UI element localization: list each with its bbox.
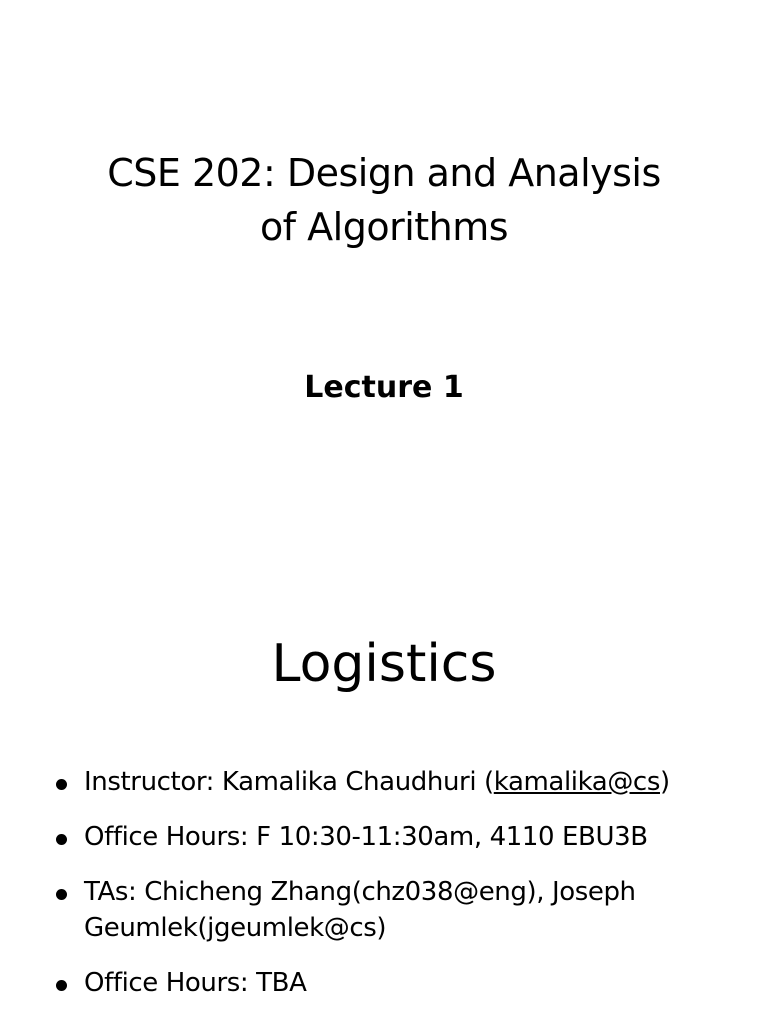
ta-office-hours-text: Office Hours: TBA bbox=[84, 968, 307, 998]
lecture-label: Lecture 1 bbox=[304, 370, 464, 405]
logistics-bullet-list bbox=[0, 764, 768, 1020]
bullet-office-hours bbox=[0, 819, 768, 855]
tas-text-line-1: TAs: Chicheng Zhang(chz038@eng), Joseph bbox=[84, 877, 636, 907]
office-hours-text: Office Hours: F 10:30-11:30am, 4110 EBU3B bbox=[84, 822, 648, 852]
instructor-email-link[interactable]: kamalika@cs bbox=[493, 767, 660, 797]
logistics-slide bbox=[0, 512, 768, 1024]
bullet-ta-office-hours bbox=[0, 965, 768, 1001]
logistics-heading: Logistics bbox=[271, 634, 497, 694]
instructor-text: Instructor: Kamalika Chaudhuri ( bbox=[84, 767, 494, 797]
bullet-tas bbox=[0, 874, 768, 946]
course-title-line-2: of Algorithms bbox=[259, 205, 509, 249]
instructor-text-close: ) bbox=[659, 767, 670, 797]
course-title bbox=[40, 146, 728, 254]
bullet-instructor bbox=[0, 764, 768, 800]
tas-text-line-2: Geumlek(jgeumlek@cs) bbox=[84, 913, 387, 943]
course-title-line-1: CSE 202: Design and Analysis bbox=[107, 151, 661, 195]
